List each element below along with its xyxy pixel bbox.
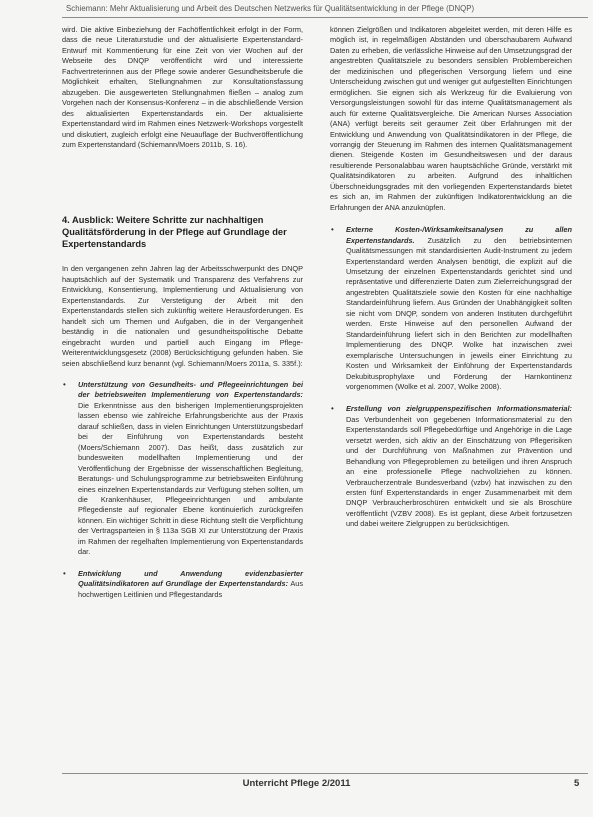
left-column (62, 25, 303, 600)
bullet-marker: • (331, 225, 334, 235)
bullet-text: Zusätzlich zu den betriebsinternen Qualitätsmessungen mit standardisierten Audit-Instrument zu jedem Expertenstandard werden Analysen benötigt, die explizit auf die Umsetzung der einzelnen Expertenstandards gerichtet sind und repräsentative und differenzierte Daten zum Zielerreichungsgrad der angestrebten Qualitätsziele sowie den Kosten für eine nachhaltige Standardeinführung liefern. Aus Gründen der Unabhängigkeit sollten sie nicht vom DNQP, sondern von anderen Instituten durchgeführt werden. Erste Hinweise auf den personellen Aufwand der Standardeinführung liefert sich in den Berichten zur modellhaften Implementierung des DNQP. Wolke hat inzwischen zwei exemplarische Untersuchungen in jeweils einer Einrichtung zu Kosten und Wirksamkeit der Einführung der Expertenstandards Dekubitusprophylaxe und Förderung der Harnkontinenz vorgenommen (Wolke et al. 2007, Wolke 2008). (346, 235, 572, 391)
bullet-title: Entwicklung und Anwendung evidenzbasierter Qualitätsindikatoren auf Grundlage der Expertenstandards: (78, 568, 303, 589)
bullet-item-cost-analyses (330, 225, 572, 392)
section-heading: 4. Ausblick: Weitere Schritte zur nachhaltigen Qualitätsförderung in der Pflege auf Grundlage der Expertenstandards (62, 215, 287, 250)
bullet-title: Unterstützung von Gesundheits- und Pflegeeinrichtungen bei der betriebsweiten Implementierung von Expertenstandards: (78, 379, 303, 400)
bullet-item-quality-indicators (62, 569, 303, 600)
bullet-marker: • (63, 568, 66, 578)
continued-paragraph: können Zielgrößen und Indikatoren abgeleitet werden, mit deren Hilfe es möglich ist, in regelmäßigen Abständen und überschaubarem Aufwand Daten zu erheben, die verlässliche Hinweise auf den Umsetzungsgrad der angestrebten Qualitätsziele zu besonders sensiblen Problembereichen der medizinischen und pflegerischen Versorgung liefern und eine Unterscheidung zwischen gut und weniger gut aufgestellten Einrichtungen ermöglichen. Sie eignen sich als Werkzeug für die Evaluierung von Versorgungsleistungen sowohl für das interne Qualitätsmanagement als auch für externe Qualitätsvergleiche. Die American Nurses Association (ANA) verfügt bereits seit geraumer Zeit über Erfahrungen mit der Entwicklung und Anwendung von Qualitätsindikatoren in der Pflege, die vorrangig der Steuerung im Rahmen des internen Qualitätsmanagement dienen. Steigende Kosten im Gesundheitswesen und der daraus resultierende Personalabbau waren hauptsächliche Gründe, verstärkt mit Qualitätsindikatoren zu arbeiten. Aufgrund des inhaltlichen Überschneidungsgrades mit den vorliegenden Expertenstandards bietet es sich an, im Rahmen der zukünftigen Indikatorentwicklung an die Erfahrungen der ANA anzuknüpfen. (330, 25, 572, 212)
bullet-text: Das Verbundenheit von gegebenen Informationsmaterial zu den Expertenstandards soll Pflegebedürftige und Angehörige in die Lage versetzt werden, sich aktiv an der Einschätzung von Pflegerisiken und der Durchführung von Maßnahmen zur Prävention und Behandlung von Pflegeproblemen zu beteiligen und ihren Anspruch an eine professionelle Pflege nachvollziehen zu können. Verbraucherzentrale Bundesverband (vzbv) hat inzwischen zu den ersten fünf Expertenstandards in enger Zusammenarbeit mit dem DNQP Verbraucherbroschüren entwickelt und sie als Broschüre veröffentlicht (VZBV 2008). Es ist geplant, diese Arbeit fortzusetzen und dabei weitere Zielgruppen zu berücksichtigen. (346, 414, 572, 529)
journal-footer: Unterricht Pflege 2/2011 (242, 778, 351, 789)
intro-paragraph: wird. Die aktive Einbeziehung der Fachöffentlichkeit erfolgt in der Form, dass die neue Literaturstudie und der aktualisierte Expertenstandard-Entwurf mit Kommentierung für eine Zeit von vier Wochen auf der Webseite des DNQP veröffentlicht wird und interessierte Fachvertreterinnen aus der Pflege sowie anderer Gesundheitsberufe die Möglichkeit erhalten, Stellungnahmen zur Konsultationsfassung abzugeben. Die ausgewerteten Stellungnahmen fließen – analog zum Vorgehen nach der Konsensus-Konferenz – in die abschließende Version des aktualisierten Expertenstandards ein. Der aktualisierte Expertenstandard wird im Rahmen eines Netzwerk-Workshops vorgestellt und diskutiert, zugleich erfolgt eine Neuauflage der Buchveröffentlichung zum Expertenstandard (Schiemann/Moers 2011b, S. 16). (62, 25, 303, 149)
header-rule (62, 17, 588, 18)
bullet-text: Die Erkenntnisse aus den bisherigen Implementierungsprojekten lassen ebenso wie zahlreiche Erfahrungsberichte aus der Praxis darauf schließen, dass in vielen Einrichtungen Unterstützungsbedarf bei der Einführung von Expertenstandards besteht (Moers/Schiemann 2007). Das heißt, dass zusätzlich zur bundesweiten modellhaften Implementierung und der Veröffentlichung der Ergebnisse der wissenschaftlichen Begleitung, Beratungs- und Schulungsprogramme zur betriebsweiten Einführung eines einzelnen Expertenstandards zur Verfügung stehen sollten, um die Krankenhäuser, Pflegeeinrichtungen und ambulante Pflegedienste auf regionaler Ebene kontinuierlich zurückgreifen können. Ein wichtiger Schritt in diese Richtung stellt die Verpflichtung der Vertragsparteien in § 113a SGB XI zur Unterstützung der Praxis im Rahmen der regelhaften Implementierung von Expertenstandards dar. (78, 400, 303, 557)
bullet-title: Erstellung von zielgruppenspezifischen Informationsmaterial: (346, 404, 572, 414)
running-header: Schiemann: Mehr Aktualisierung und Arbeit des Deutschen Netzwerks für Qualitätsentwicklung in der Pflege (DNQP) (66, 4, 475, 13)
bullet-item-implementation-support (62, 380, 303, 558)
section-paragraph: In den vergangenen zehn Jahren lag der Arbeitsschwerpunkt des DNQP hauptsächlich auf der Systematik und Transparenz des Verfahrens zur Entwicklung, Konsentierung, Implementierung und Aktualisierung von Expertenstandards. Zur Verstetigung der Arbeit mit den Expertenstandards stellen sich zukünftig weitere Herausforderungen. Es handelt sich um Themen und Aufgaben, die in der Vergangenheit beständig in die nationalen und gesundheitspolitische Debatte eingebracht wurden und partiell auch Eingang im Pflege-Weiterentwicklungsgesetz (2008) Berücksichtigung gefunden haben. Sie seien abschließend kurz benannt (vgl. Schiemann/Moers 2011a, S. 335f.): (62, 264, 303, 368)
bullet-marker: • (63, 379, 66, 389)
bullet-item-information-material (330, 404, 572, 529)
right-column (330, 25, 572, 530)
bullet-marker: • (331, 404, 334, 414)
bullet-title: Externe Kosten-/Wirksamkeitsanalysen zu allen Expertenstandards. (346, 225, 572, 245)
page-number: 5 (574, 778, 580, 789)
bullet-text: Aus hochwertigen Leitlinien und Pflegestandards (78, 579, 303, 599)
footer-rule (62, 773, 588, 774)
